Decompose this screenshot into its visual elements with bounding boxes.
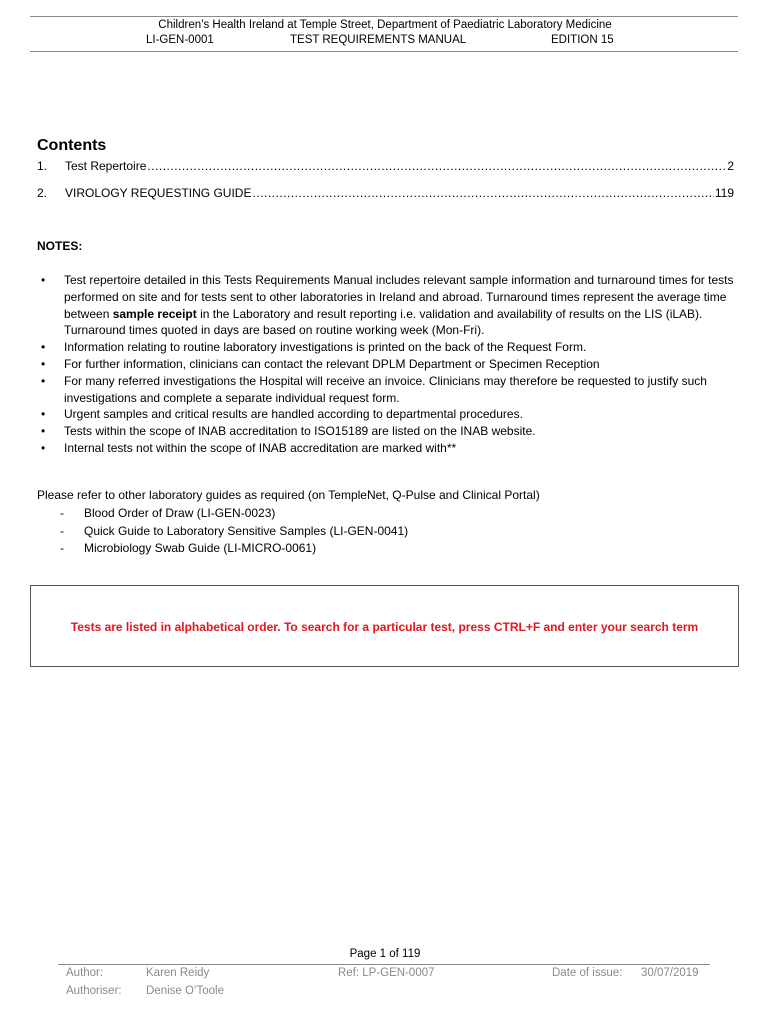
header-doc-info	[0, 34, 770, 48]
authoriser-name: Denise O’Toole	[146, 985, 224, 997]
toc-leader-dots	[252, 186, 713, 200]
dash-bullet: -	[60, 506, 64, 520]
header-edition: EDITION 15	[551, 34, 614, 46]
header-doc-id: LI-GEN-0001	[146, 34, 214, 46]
toc-leader-dots	[147, 159, 726, 173]
guide-title: Quick Guide to Laboratory Sensitive Samples (LI-GEN-0041)	[84, 523, 409, 538]
contents-heading: Contents	[37, 137, 107, 154]
note-text: in the Laboratory and result reporting i.e. validation and availability of results on the LIS (iLAB). Turnaround times quoted in days are based on routine working week (Mon-Fri).	[64, 306, 703, 338]
header-institution: Children’s Health Ireland at Temple Street, Department of Paediatric Laboratory Medicine	[158, 19, 612, 31]
list-item	[37, 339, 737, 356]
bullet-icon: •	[41, 373, 46, 388]
footer-rule	[58, 964, 710, 965]
list-item	[37, 272, 737, 339]
toc-number: 2.	[37, 186, 48, 200]
list-item	[60, 505, 408, 523]
list-item	[37, 373, 737, 407]
note-text: Internal tests not within the scope of INAB accreditation are marked with**	[64, 440, 457, 455]
notes-heading: NOTES:	[37, 239, 83, 253]
dash-bullet: -	[60, 523, 64, 538]
toc-title: Test Repertoire	[65, 159, 147, 173]
author-label: Author:	[66, 967, 104, 979]
list-item	[37, 406, 737, 423]
bullet-icon: •	[41, 273, 46, 287]
bullet-icon: •	[41, 424, 46, 439]
note-text: For further information, clinicians can contact the relevant DPLM Department or Specimen Reception	[64, 356, 600, 371]
note-text: For many referred investigations the Hospital will receive an invoice. Clinicians may therefore be requested to justify such investigations and complete a separate individual request form.	[64, 373, 707, 405]
guides-list	[60, 505, 408, 558]
page-number: Page 1 of 119	[349, 948, 421, 960]
list-item	[37, 423, 737, 440]
authoriser-label: Authoriser:	[66, 985, 122, 997]
dash-bullet: -	[60, 541, 64, 555]
note-text: Tests within the scope of INAB accreditation to ISO15189 are listed on the INAB website.	[64, 424, 536, 439]
list-item	[37, 440, 737, 457]
bullet-icon: •	[41, 356, 46, 371]
toc-page-number: 2	[727, 159, 734, 173]
date-of-issue: 30/07/2019	[641, 967, 699, 979]
note-text: Information relating to routine laboratory investigations is printed on the back of the Request Form.	[64, 340, 587, 355]
toc-number: 1.	[37, 159, 48, 173]
bullet-icon: •	[41, 407, 46, 422]
search-instructions-text: Tests are listed in alphabetical order. To search for a particular test, press CTRL+F and enter your search term	[70, 620, 699, 634]
guide-title: Blood Order of Draw (LI-GEN-0023)	[84, 506, 276, 520]
note-bold-text: sample receipt	[112, 306, 197, 321]
toc-page-number: 119	[714, 186, 734, 200]
list-item	[60, 523, 408, 541]
notes-list	[37, 272, 737, 457]
bullet-icon: •	[41, 440, 46, 455]
search-instructions-box	[30, 585, 739, 667]
date-of-issue-label: Date of issue:	[552, 967, 623, 979]
bullet-icon: •	[41, 340, 46, 355]
guide-title: Microbiology Swab Guide (LI-MICRO-0061)	[84, 541, 317, 555]
document-reference: Ref: LP-GEN-0007	[338, 967, 435, 979]
toc-entry[interactable]	[37, 186, 734, 200]
header-bottom-rule	[30, 51, 738, 52]
toc-title: VIROLOGY REQUESTING GUIDE	[65, 186, 252, 200]
refer-paragraph: Please refer to other laboratory guides as required (on TempleNet, Q-Pulse and Clinical Portal)	[37, 488, 540, 502]
note-text: Test repertoire detailed in this Tests Requirements Manual includes relevant sample information and turnaround times for tests performed on site and for tests sent to other laboratories in Ireland and abroad. Turnaround times represent the average time between	[64, 273, 734, 321]
list-item	[60, 540, 408, 558]
list-item	[37, 356, 737, 373]
author-name: Karen Reidy	[146, 967, 210, 979]
toc-entry[interactable]	[37, 159, 734, 173]
note-text: Urgent samples and critical results are handled according to departmental procedures.	[64, 407, 523, 422]
header-top-rule	[30, 16, 738, 17]
header-doc-title: TEST REQUIREMENTS MANUAL	[290, 34, 467, 46]
